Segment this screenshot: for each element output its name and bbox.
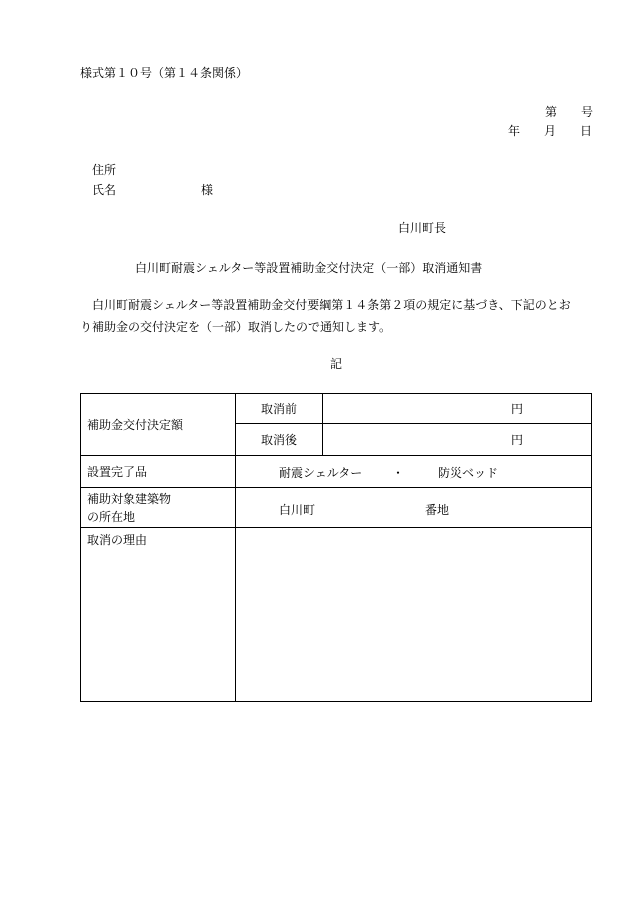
- table-row: [81, 488, 592, 528]
- before-label-cell: [236, 394, 323, 424]
- installed-label: 設置完了品: [87, 465, 148, 479]
- after-label: 取消後: [260, 433, 297, 447]
- town-name: 白川町: [279, 503, 316, 517]
- body-line-1: 白川町耐震シェルター等設置補助金交付要綱第１４条第２項の規定に基づき、下記のとお: [92, 298, 571, 312]
- banchi-label: 番地: [425, 503, 450, 517]
- item-shelter: 耐震シェルター: [279, 466, 363, 480]
- document-title: 白川町耐震シェルター等設置補助金交付決定（一部）取消通知書: [135, 261, 483, 275]
- name-label: 氏名: [92, 183, 117, 197]
- sender-name: 白川町長: [398, 221, 447, 235]
- form-number: 様式第１０号（第１４条関係）: [80, 66, 249, 80]
- amount-label-cell: [81, 394, 236, 456]
- table-row: [81, 528, 592, 702]
- before-label: 取消前: [260, 402, 297, 416]
- document-number: 第 号: [545, 105, 594, 119]
- after-label-cell: [236, 424, 323, 456]
- item-disaster-bed: 防災ベッド: [438, 466, 499, 480]
- before-yen: 円: [510, 402, 523, 416]
- before-amount-cell: [323, 394, 592, 424]
- after-yen: 円: [510, 433, 523, 447]
- building-location-cell: [236, 488, 592, 528]
- address-label: 住所: [92, 163, 117, 177]
- body-text: [80, 294, 594, 338]
- after-amount-cell: [323, 424, 592, 456]
- reason-label: 取消の理由: [87, 533, 148, 547]
- honorific: 様: [201, 183, 214, 197]
- notice-table: [80, 393, 592, 702]
- table-row: [81, 456, 592, 488]
- document-date: 年 月 日: [508, 124, 593, 138]
- installed-label-cell: [81, 456, 236, 488]
- building-label-line1: 補助対象建築物: [87, 491, 172, 506]
- body-line-2: り補助金の交付決定を（一部）取消したので通知します。: [80, 320, 392, 334]
- building-label-line2: の所在地: [87, 509, 136, 524]
- amount-label: 補助金交付決定額: [87, 418, 184, 432]
- installed-items-cell: [236, 456, 592, 488]
- reason-value-cell: [236, 528, 592, 702]
- ki-label: 記: [330, 357, 343, 371]
- item-separator: ・: [392, 466, 405, 480]
- table-row: [81, 394, 592, 424]
- reason-label-cell: [81, 528, 236, 702]
- building-label-cell: [81, 488, 236, 528]
